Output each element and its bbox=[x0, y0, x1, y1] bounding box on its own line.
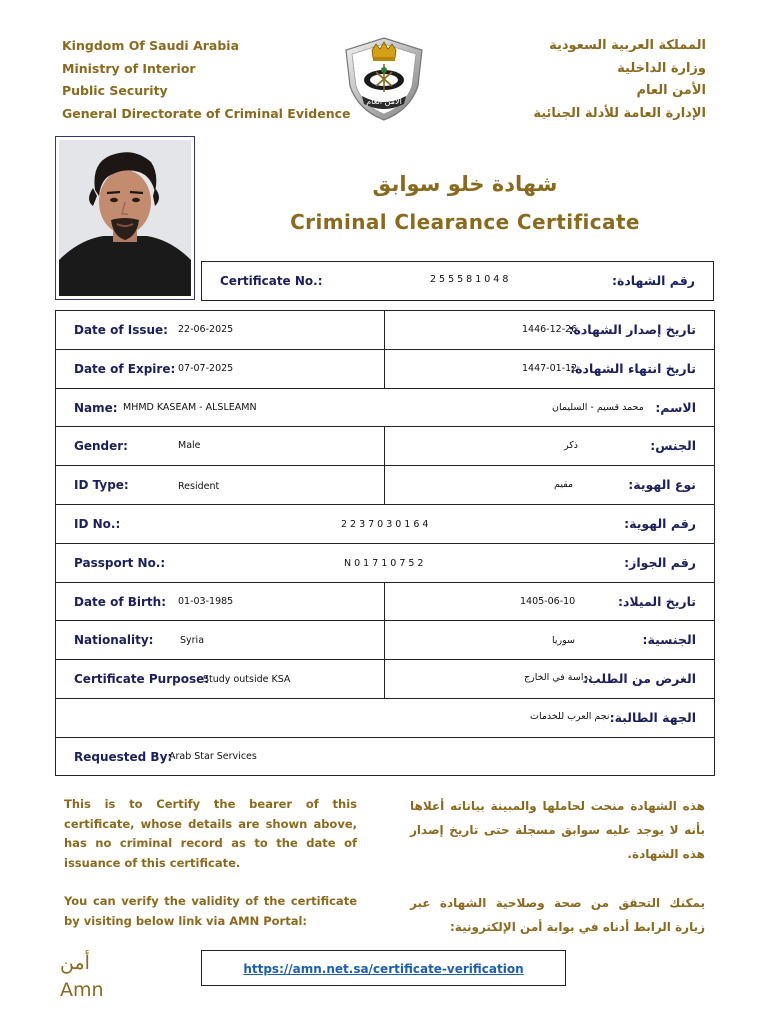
title-arabic: شهادة خلو سوابق bbox=[372, 172, 558, 196]
title-english: Criminal Clearance Certificate bbox=[290, 210, 640, 234]
name-label: Name: bbox=[74, 400, 118, 415]
header-arabic bbox=[533, 35, 706, 125]
expire-date-value: 07-07-2025 bbox=[178, 362, 234, 374]
expire-date-label-ar: تاريخ انتهاء الشهادة: bbox=[570, 360, 696, 376]
statement-arabic: هذه الشهادة منحت لحاملها والمبينة بياناته أعلاها بأنه لا يوجد عليه سوابق مسجلة حتى تاريخ إصدار هذه الشهادة. bbox=[410, 799, 705, 861]
row-issue-date bbox=[56, 311, 714, 350]
certificate-number-label-ar: رقم الشهادة: bbox=[612, 273, 695, 288]
gender-label-ar: الجنس: bbox=[650, 438, 696, 454]
header-public-security-ar: الأمن العام bbox=[636, 83, 706, 99]
verification-link-box bbox=[201, 950, 566, 986]
issue-date-label-ar: تاريخ إصدار الشهادة: bbox=[568, 322, 696, 337]
passport-value: N01710752 bbox=[344, 557, 427, 569]
header-directorate: General Directorate of Criminal Evidence bbox=[62, 105, 351, 121]
amn-logo-ar: أمن bbox=[60, 952, 90, 974]
dob-label-ar: تاريخ الميلاد: bbox=[617, 593, 696, 609]
gender-value-ar: ذكر bbox=[564, 440, 578, 452]
id-type-label-ar: نوع الهوية: bbox=[628, 477, 696, 493]
certificate-details-table bbox=[55, 310, 715, 776]
nationality-value: Syria bbox=[180, 635, 205, 647]
row-passport bbox=[56, 544, 714, 583]
requesting-entity-value-ar: نجم العرب للخدمات bbox=[530, 711, 610, 722]
issue-date-hijri-value: 1446-12-26 bbox=[522, 324, 578, 335]
verify-arabic: يمكنك التحقق من صحة وصلاحية الشهادة عبر زيارة الرابط أدناه في بوابة أمن الإلكترونية: bbox=[410, 896, 705, 934]
purpose-value: Study outside KSA bbox=[203, 674, 291, 686]
id-number-label: ID No.: bbox=[74, 517, 121, 531]
amn-logo-en: Amn bbox=[60, 979, 104, 1001]
header-directorate-ar: الإدارة العامة للأدلة الجنائية bbox=[533, 105, 706, 121]
row-requesting-entity bbox=[56, 699, 714, 738]
header-ministry: Ministry of Interior bbox=[62, 60, 196, 76]
row-nationality bbox=[56, 621, 714, 660]
bearer-photo bbox=[59, 140, 191, 296]
verify-english: You can verify the validity of the certificate by visiting below link via AMN Portal: bbox=[64, 894, 357, 928]
purpose-label: Certificate Purpose: bbox=[74, 672, 210, 687]
id-number-label-ar: رقم الهوية: bbox=[624, 516, 696, 531]
certificate-number-value: 255581048 bbox=[430, 274, 512, 285]
nationality-value-ar: سوريا bbox=[552, 635, 575, 647]
header-ministry-ar: وزارة الداخلية bbox=[617, 60, 706, 76]
row-name bbox=[56, 389, 714, 428]
purpose-label-ar: الغرض من الطلب: bbox=[583, 671, 696, 687]
portrait-image bbox=[59, 140, 191, 296]
purpose-value-ar: دراسة في الخارج bbox=[524, 672, 593, 684]
name-value-ar: محمد قسيم - السليمان bbox=[552, 401, 644, 413]
row-gender bbox=[56, 427, 714, 466]
verification-link[interactable]: https://amn.net.sa/certificate-verification bbox=[243, 962, 524, 976]
certificate-number-label: Certificate No.: bbox=[220, 274, 323, 288]
requesting-entity-label-ar: الجهة الطالبة: bbox=[609, 710, 696, 725]
row-requested-by bbox=[56, 738, 714, 777]
passport-label-ar: رقم الجواز: bbox=[624, 554, 696, 570]
statement-english: This is to Certify the bearer of this certificate, whose details are shown above, has no criminal record as to the date of issuance of this certificate. bbox=[64, 797, 357, 870]
bearer-photo-frame bbox=[55, 136, 195, 300]
row-date-of-birth bbox=[56, 583, 714, 622]
nationality-label: Nationality: bbox=[74, 633, 154, 648]
id-type-value-ar: مقيم bbox=[554, 479, 574, 491]
row-id-type bbox=[56, 466, 714, 505]
row-expire-date bbox=[56, 350, 714, 389]
expire-date-label: Date of Expire: bbox=[74, 361, 176, 376]
id-number-value: 2237030164 bbox=[341, 519, 432, 530]
name-value: MHMD KASEAM - ALSLEAMN bbox=[123, 401, 257, 413]
requested-by-value: Arab Star Services bbox=[169, 750, 257, 762]
gender-value: Male bbox=[178, 440, 201, 452]
certificate-number-box bbox=[201, 261, 714, 301]
emblem-text: الأمن العام bbox=[366, 97, 402, 106]
issue-date-value: 22-06-2025 bbox=[178, 324, 234, 335]
gender-label: Gender: bbox=[74, 439, 128, 454]
passport-label: Passport No.: bbox=[74, 555, 166, 570]
requested-by-label: Requested By: bbox=[74, 749, 173, 764]
nationality-label-ar: الجنسية: bbox=[642, 632, 696, 648]
issue-date-label: Date of Issue: bbox=[74, 323, 168, 337]
header-kingdom: Kingdom Of Saudi Arabia bbox=[62, 38, 240, 53]
expire-date-hijri-value: 1447-01-12 bbox=[522, 362, 578, 374]
id-type-label: ID Type: bbox=[74, 478, 129, 493]
dob-label: Date of Birth: bbox=[74, 594, 167, 609]
dob-value: 01-03-1985 bbox=[178, 595, 234, 607]
public-security-emblem bbox=[340, 36, 428, 122]
id-type-value: Resident bbox=[178, 481, 220, 493]
row-purpose bbox=[56, 660, 714, 699]
amn-logo bbox=[60, 950, 104, 1004]
header-public-security: Public Security bbox=[62, 83, 168, 99]
row-id-number bbox=[56, 505, 714, 544]
name-label-ar: الاسم: bbox=[655, 399, 696, 415]
header-english bbox=[62, 35, 351, 125]
header-kingdom-ar: المملكة العربية السعودية bbox=[549, 38, 706, 53]
dob-hijri-value: 1405-06-10 bbox=[520, 595, 576, 607]
